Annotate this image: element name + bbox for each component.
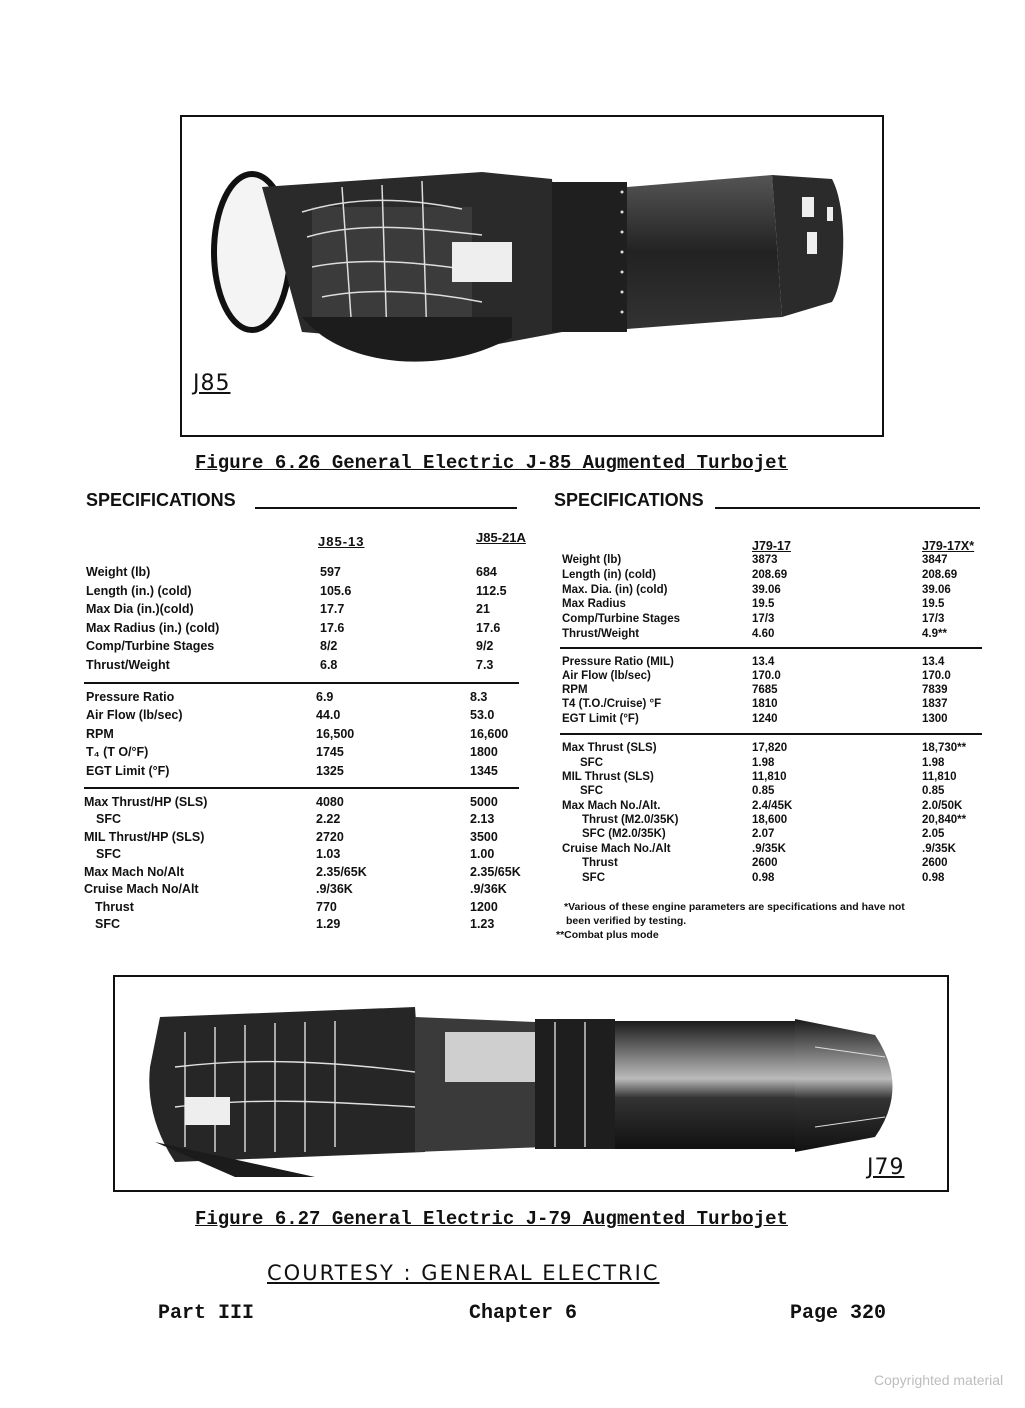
spec-left-divider-2: [84, 787, 519, 789]
courtesy-credit: COURTESY : GENERAL ELECTRIC: [267, 1261, 660, 1285]
spec-left-divider-1: [84, 682, 519, 684]
footnote-specifications: *Various of these engine parameters are specifications and have not: [564, 901, 905, 913]
spec-right-title: SPECIFICATIONS: [554, 490, 704, 510]
figure-6-27-caption: Figure 6.27 General Electric J-79 Augmented Turbojet: [195, 1208, 788, 1230]
spec-left-col-j85-13: J85-13: [318, 534, 365, 549]
footnote-combat-plus: **Combat plus mode: [556, 929, 659, 941]
footer-part: Part III: [158, 1302, 255, 1325]
j79-engine-illustration: [115, 977, 947, 1190]
spec-left-col-j85-21a: J85-21A: [476, 530, 526, 545]
footer-page-number: Page 320: [790, 1302, 887, 1325]
spec-right-divider-2: [560, 733, 982, 735]
figure-6-26-caption: Figure 6.26 General Electric J-85 Augmented Turbojet: [195, 452, 788, 474]
j85-engine-illustration: [182, 117, 882, 435]
j85-image-label: J85: [193, 371, 231, 396]
spec-left-title: SPECIFICATIONS: [86, 490, 236, 510]
j79-image-label: J79: [867, 1155, 905, 1180]
spec-left-title-rule: [255, 507, 517, 509]
footer-chapter: Chapter 6: [469, 1302, 578, 1325]
spec-right-col-j79-17x: J79-17X*: [922, 539, 975, 553]
j79-engine-photo-frame: [113, 975, 949, 1192]
spec-right-title-rule: [715, 507, 980, 509]
j85-engine-photo-frame: [180, 115, 884, 437]
footnote-specifications-cont: been verified by testing.: [566, 915, 687, 927]
spec-right-col-j79-17: J79-17: [752, 539, 791, 553]
spec-right-divider-1: [560, 647, 982, 649]
copyright-watermark: Copyrighted material: [874, 1372, 1004, 1388]
